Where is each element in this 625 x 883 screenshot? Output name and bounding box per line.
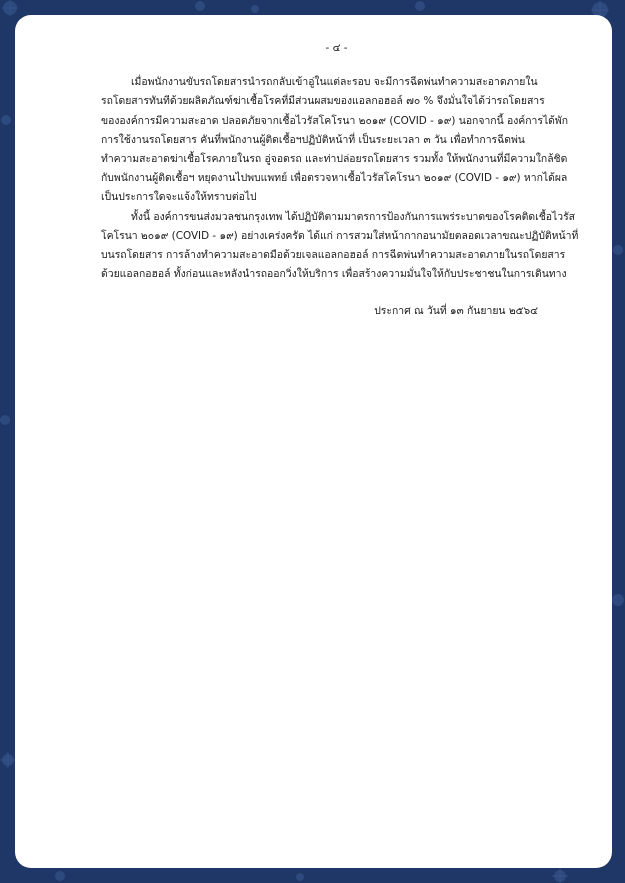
paragraph-line: การใช้งานรถโดยสาร คันที่พนักงานผู้ติดเชื้อฯปฏิบัติหน้าที่ เป็นระยะเวลา ๓ วัน เพื่อทำการฉีดพ่น <box>101 133 525 146</box>
paragraph-line: เมื่อพนักงานขับรถโดยสารนำรถกลับเข้าอู่ในแต่ละรอบ จะมีการฉีดพ่นทำความสะอาดภายใน <box>131 76 538 89</box>
paragraph-line: เป็นประการใดจะแจ้งให้ทราบต่อไป <box>101 191 257 204</box>
paragraph-2 <box>101 208 579 285</box>
paragraph-line: โคโรนา ๒๐๑๙ (COVID - ๑๙) อย่างเคร่งครัด ได้แก่ การสวมใส่หน้ากากอนามัยตลอดเวลาขณะปฏิบัติหน้าที่ <box>101 229 579 242</box>
paragraph-line: รถโดยสารทันทีด้วยผลิตภัณฑ์ฆ่าเชื้อโรคที่มีส่วนผสมของแอลกอฮอล์ ๗๐ % จึงมั่นใจได้ว่ารถโดยสาร <box>101 95 545 108</box>
paragraph-1 <box>101 73 569 207</box>
paragraph-line: ทั้งนี้ องค์การขนส่งมวลชนกรุงเทพ ได้ปฏิบัติตามมาตรการป้องกันการแพร่ระบาดของโรคติดเชื้อไวรัส <box>131 210 575 223</box>
paragraph-line: ด้วยแอลกอฮอล์ ทั้งก่อนและหลังนำรถออกวิ่งให้บริการ เพื่อสร้างความมั่นใจให้กับประชาชนในการเดินทาง <box>101 268 567 281</box>
page-number: - ๔ - <box>325 42 348 54</box>
paragraph-line: ทำความสะอาดฆ่าเชื้อโรคภายในรถ อู่จอดรถ และท่าปล่อยรถโดยสาร รวมทั้ง ให้พนักงานที่มีความใกล้ชิด <box>101 153 568 166</box>
paragraph-line: บนรถโดยสาร การล้างทำความสะอาดมือด้วยเจลแอลกอฮอล์ การฉีดพ่นทำความสะอาดภายในรถโดยสาร <box>101 249 566 262</box>
announcement-date: ประกาศ ณ วันที่ ๑๓ กันยายน ๒๕๖๔ <box>374 305 538 318</box>
document-page <box>15 15 612 868</box>
paragraph-line: กับพนักงานผู้ติดเชื้อฯ หยุดงานไปพบแพทย์ เพื่อตรวจหาเชื้อไวรัสโคโรนา ๒๐๑๙ (COVID - ๑๙) หากได้ผล <box>101 172 568 185</box>
paragraph-line: ขององค์การมีความสะอาด ปลอดภัยจากเชื้อไวรัสโคโรนา ๒๐๑๙ (COVID - ๑๙) นอกจากนี้ องค์การได้พัก <box>101 114 569 127</box>
